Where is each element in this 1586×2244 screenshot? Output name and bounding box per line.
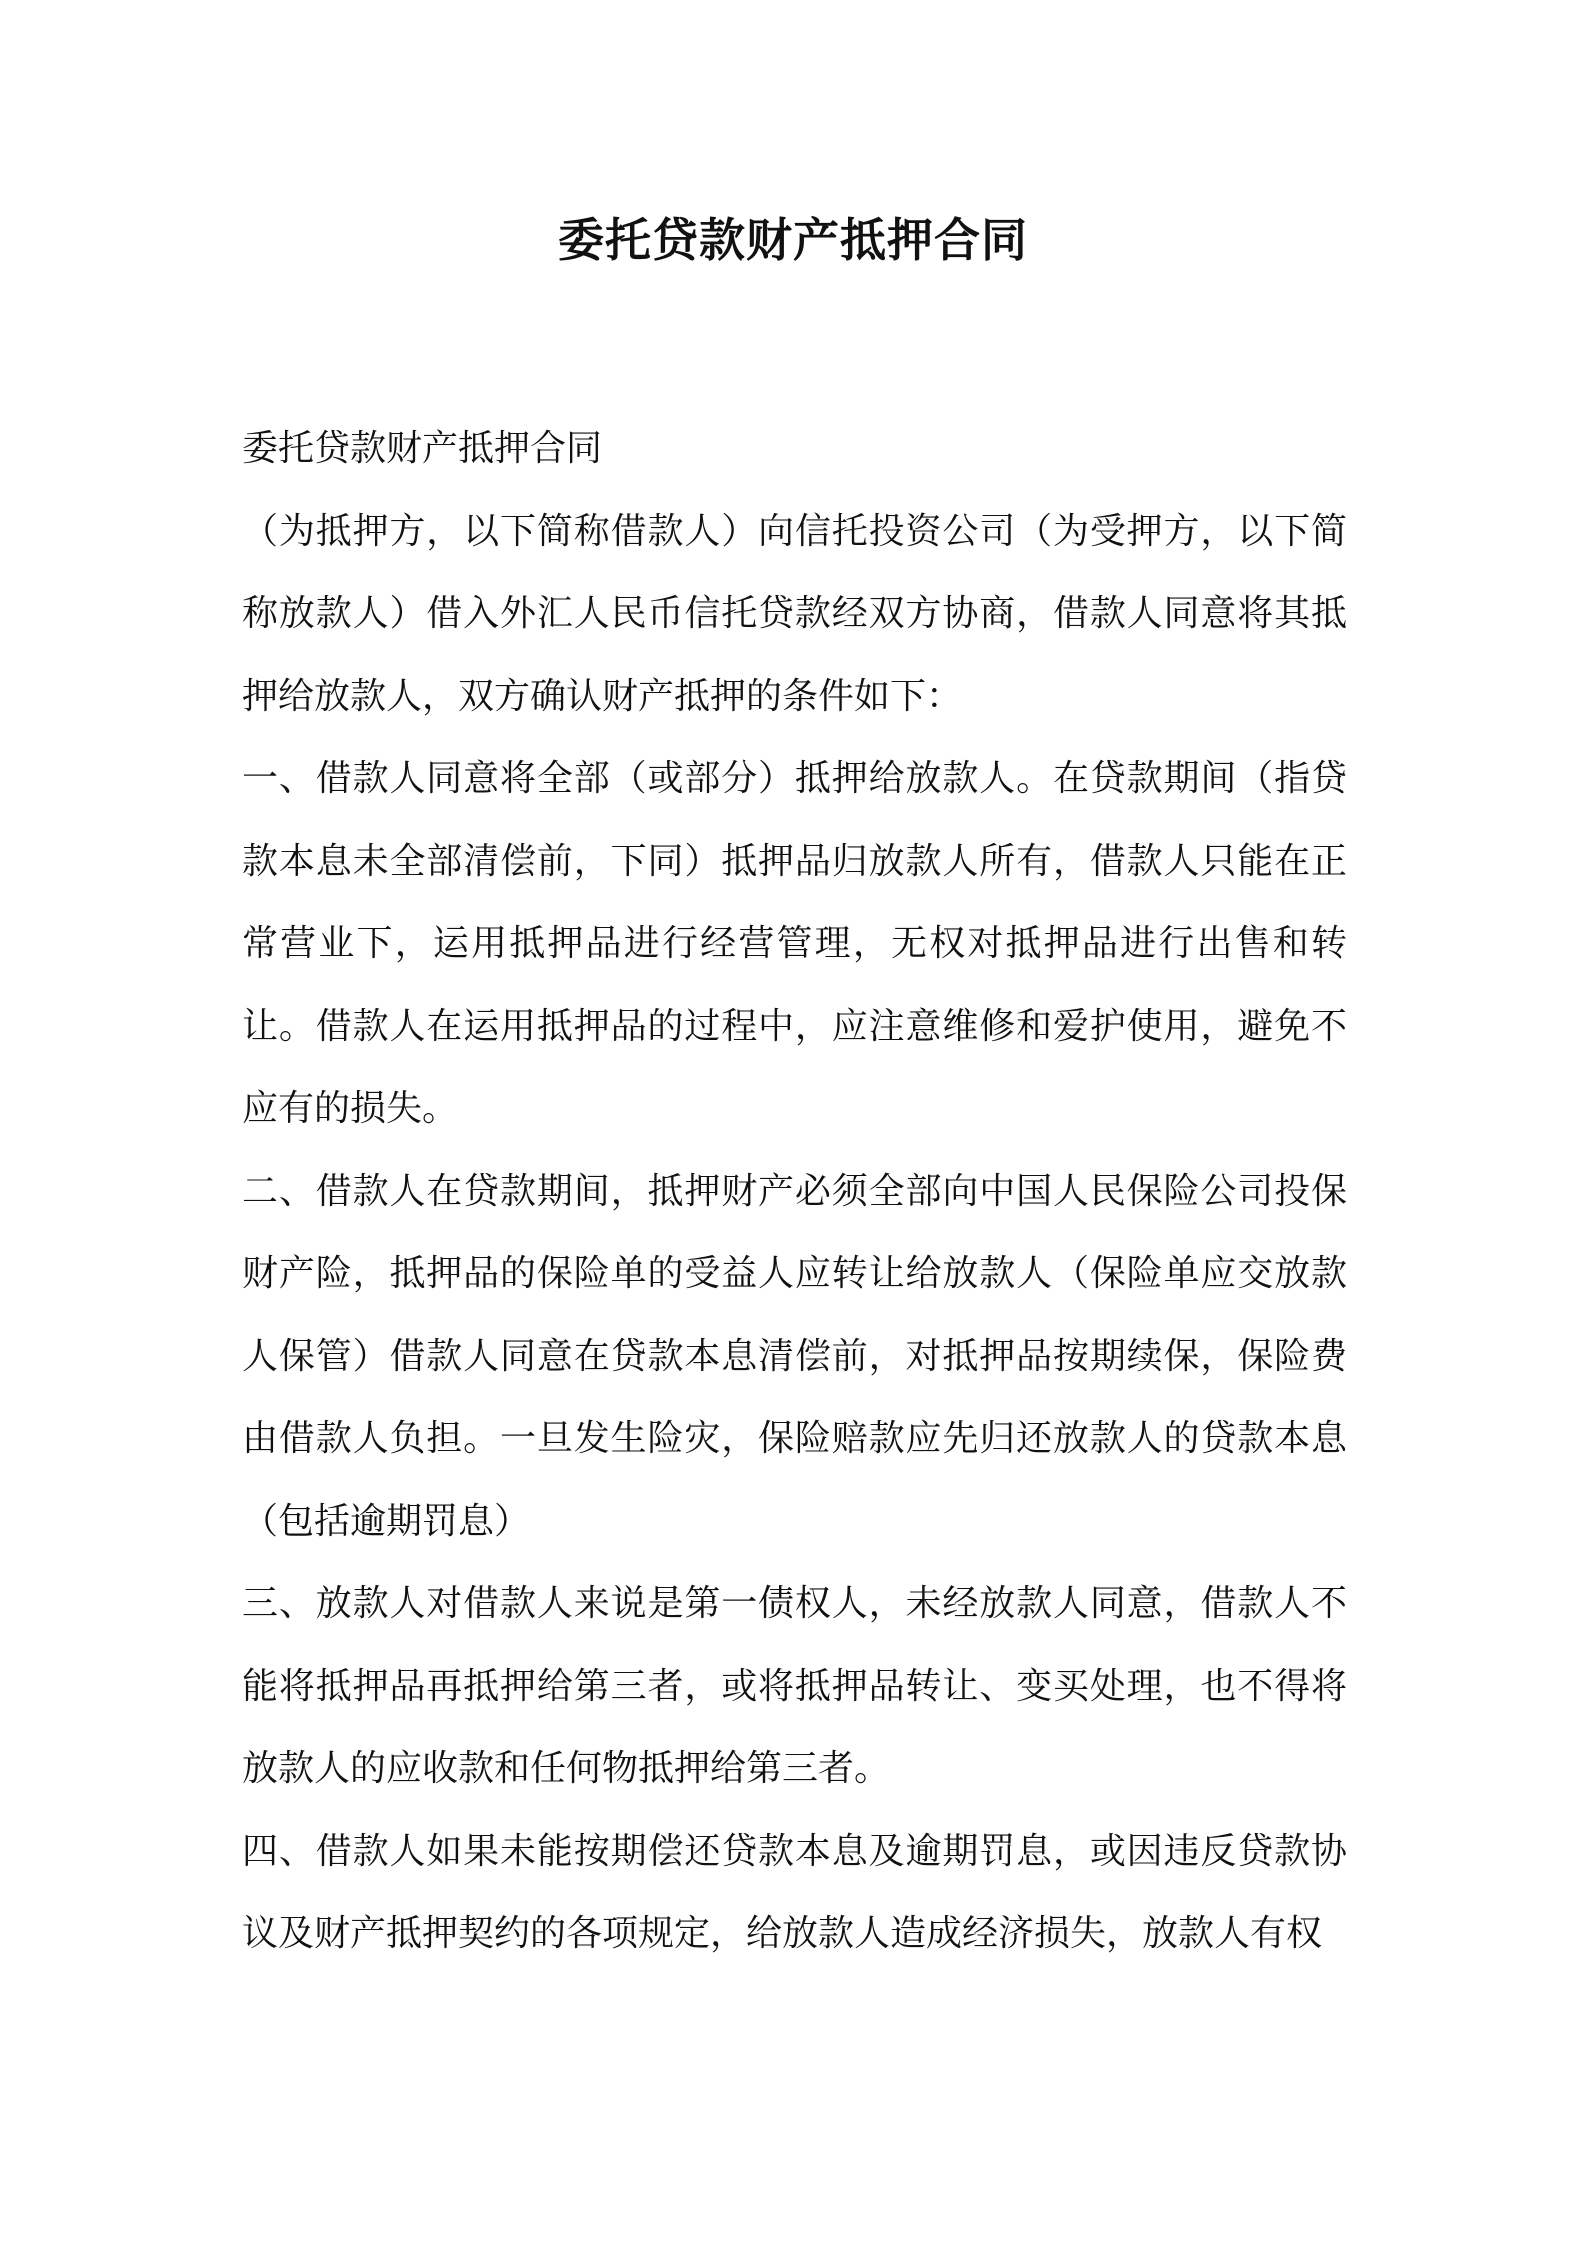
document-title: 委托贷款财产抵押合同 bbox=[558, 213, 1028, 267]
document-body bbox=[242, 408, 1347, 1976]
paragraph-clause-4: 四、借款人如果未能按期偿还贷款本息及逾期罚息，或因违反贷款协议及财产抵押契约的各项规定，给放款人造成经济损失，放款人有权 bbox=[242, 1830, 1347, 1954]
document-subtitle: 委托贷款财产抵押合同 bbox=[242, 428, 603, 469]
paragraph-clause-1: 一、借款人同意将全部（或部分）抵押给放款人。在贷款期间（指贷款本息未全部清偿前，下同）抵押品归放款人所有，借款人只能在正常营业下，运用抵押品进行经营管理，无权对抵押品进行出售和转让。借款人在运用抵押品的过程中，应注意维修和爱护使用，避免不应有的损失。 bbox=[242, 758, 1347, 1129]
paragraph-preamble: （为抵押方，以下简称借款人）向信托投资公司（为受押方，以下简称放款人）借入外汇人民币信托贷款经双方协商，借款人同意将其抵押给放款人，双方确认财产抵押的条件如下： bbox=[242, 510, 1347, 717]
paragraph-clause-2: 二、借款人在贷款期间，抵押财产必须全部向中国人民保险公司投保财产险，抵押品的保险单的受益人应转让给放款人（保险单应交放款人保管）借款人同意在贷款本息清偿前，对抵押品按期续保，保险费由借款人负担。一旦发生险灾，保险赔款应先归还放款人的贷款本息（包括逾期罚息） bbox=[242, 1170, 1347, 1542]
paragraph-clause-3: 三、放款人对借款人来说是第一债权人，未经放款人同意，借款人不能将抵押品再抵押给第三者，或将抵押品转让、变买处理，也不得将放款人的应收款和任何物抵押给第三者。 bbox=[242, 1583, 1347, 1789]
